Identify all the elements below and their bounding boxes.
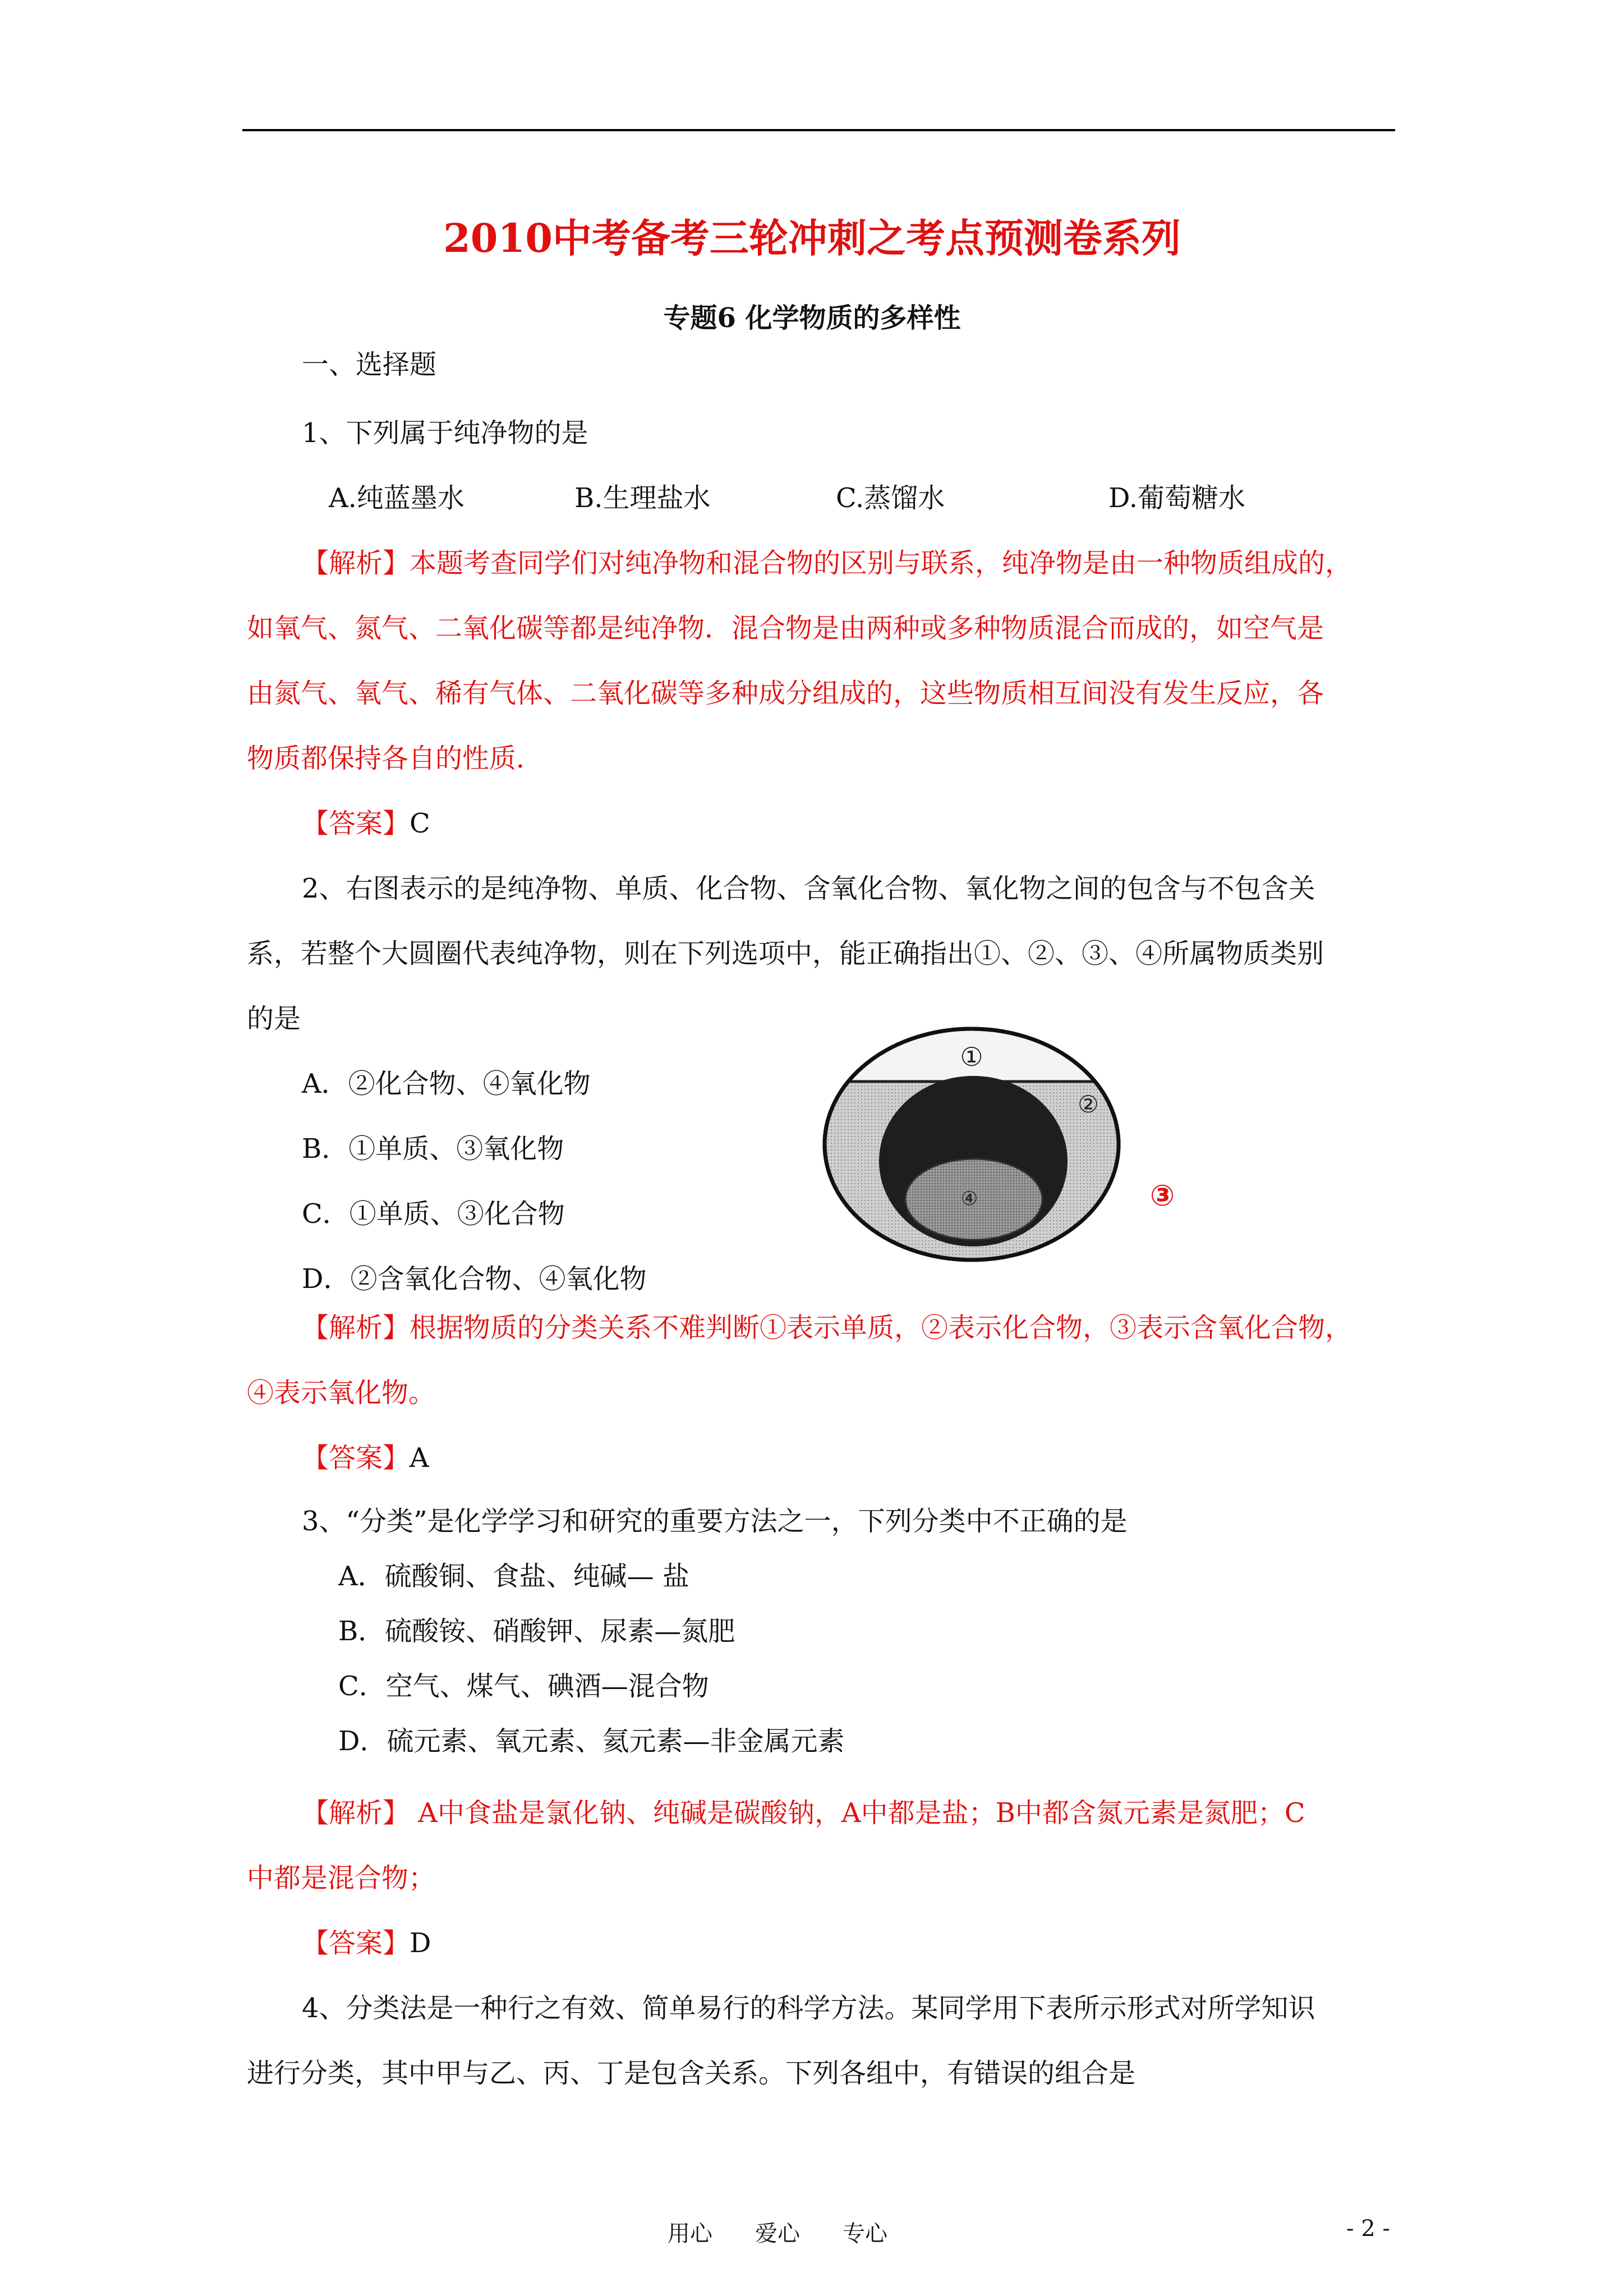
page-title: 2010中考备考三轮冲刺之考点预测卷系列 — [443, 215, 1181, 261]
q1-stem: 1、下列属于纯净物的是 — [302, 417, 588, 449]
q1-answer-label: 【答案】 — [302, 808, 410, 839]
q4-stem-line-1: 4、分类法是一种行之有效、简单易行的科学方法。某同学用下表所示形式对所学知识 — [302, 1993, 1315, 2024]
q3-answer: 【答案】D — [302, 1927, 431, 1959]
q1-analysis-label: 【解析】 — [302, 547, 410, 579]
page-footer — [668, 2216, 930, 2248]
q3-analysis-line-1: 【解析】 A中食盐是氯化钠、纯碱是碳酸钠，A中都是盐；B中都含氮元素是氮肥；C — [302, 1797, 1305, 1829]
page-number: - 2 - — [1346, 2216, 1390, 2242]
footer-item: 专心 — [843, 2221, 887, 2247]
q2-stem-line-2: 系，若整个大圆圈代表纯净物，则在下列选项中，能正确指出①、②、③、④所属物质类别 — [247, 938, 1324, 969]
q1-analysis-line-3: 由氮气、氧气、稀有气体、二氧化碳等多种成分组成的，这些物质相互间没有发生反应，各 — [247, 678, 1324, 709]
q2-option-b: B．①单质、③氧化物 — [302, 1133, 564, 1165]
q3-stem: 3、“分类”是化学学习和研究的重要方法之一，下列分类中不正确的是 — [302, 1506, 1128, 1537]
classification-venn-diagram — [813, 1014, 1167, 1283]
q3-answer-label: 【答案】 — [302, 1927, 410, 1959]
section-heading: 一、选择题 — [302, 349, 437, 380]
q1-option-b: B.生理盐水 — [574, 482, 711, 514]
q1-analysis-line-4: 物质都保持各自的性质． — [247, 743, 544, 774]
q1-analysis-line-1: 【解析】本题考查同学们对纯净物和混合物的区别与联系，纯净物是由一种物质组成的， — [302, 547, 1352, 579]
q2-analysis-label: 【解析】 — [302, 1312, 410, 1343]
diagram-label-1: ① — [960, 1042, 983, 1072]
q1-option-a: A.纯蓝墨水 — [329, 482, 464, 514]
q2-analysis-line-1: 【解析】根据物质的分类关系不难判断①表示单质，②表示化合物，③表示含氧化合物， — [302, 1312, 1352, 1343]
q2-answer: 【答案】A — [302, 1442, 429, 1474]
diagram-label-2: ② — [1078, 1091, 1099, 1118]
q2-answer-label: 【答案】 — [302, 1442, 410, 1474]
diagram-label-3: ③ — [1150, 1179, 1175, 1213]
diagram-label-4: ④ — [960, 1188, 978, 1210]
q3-option-d: D．硫元素、氧元素、氦元素—非金属元素 — [338, 1726, 845, 1757]
q1-option-c: C.蒸馏水 — [836, 482, 945, 514]
q1-option-d: D.葡萄糖水 — [1108, 482, 1246, 514]
q3-option-c: C．空气、煤气、碘酒—混合物 — [338, 1671, 709, 1702]
q2-option-c: C．①单质、③化合物 — [302, 1198, 565, 1230]
page-subtitle: 专题6 化学物质的多样性 — [663, 302, 961, 334]
q2-analysis-line-2: ④表示氧化物。 — [247, 1377, 436, 1409]
q3-option-a: A．硫酸铜、食盐、纯碱— 盐 — [338, 1561, 689, 1592]
header-rule — [242, 129, 1395, 131]
q3-analysis-line-2: 中都是混合物； — [247, 1862, 436, 1894]
q1-answer: 【答案】C — [302, 808, 430, 839]
q2-option-d: D．②含氧化合物、④氧化物 — [302, 1263, 647, 1295]
q4-stem-line-2: 进行分类，其中甲与乙、丙、丁是包含关系。下列各组中，有错误的组合是 — [247, 2058, 1136, 2089]
footer-item: 爱心 — [755, 2221, 800, 2247]
q3-option-b: B．硫酸铵、硝酸钾、尿素—氮肥 — [338, 1616, 735, 1647]
q1-analysis-line-2: 如氧气、氮气、二氧化碳等都是纯净物．混合物是由两种或多种物质混合而成的，如空气是 — [247, 613, 1324, 644]
q2-stem-line-3: 的是 — [247, 1003, 301, 1034]
footer-item: 用心 — [668, 2221, 712, 2247]
q2-stem-line-1: 2、右图表示的是纯净物、单质、化合物、含氧化合物、氧化物之间的包含与不包含关 — [302, 873, 1315, 904]
q2-option-a: A．②化合物、④氧化物 — [302, 1068, 591, 1099]
q3-analysis-label: 【解析】 — [302, 1797, 410, 1829]
